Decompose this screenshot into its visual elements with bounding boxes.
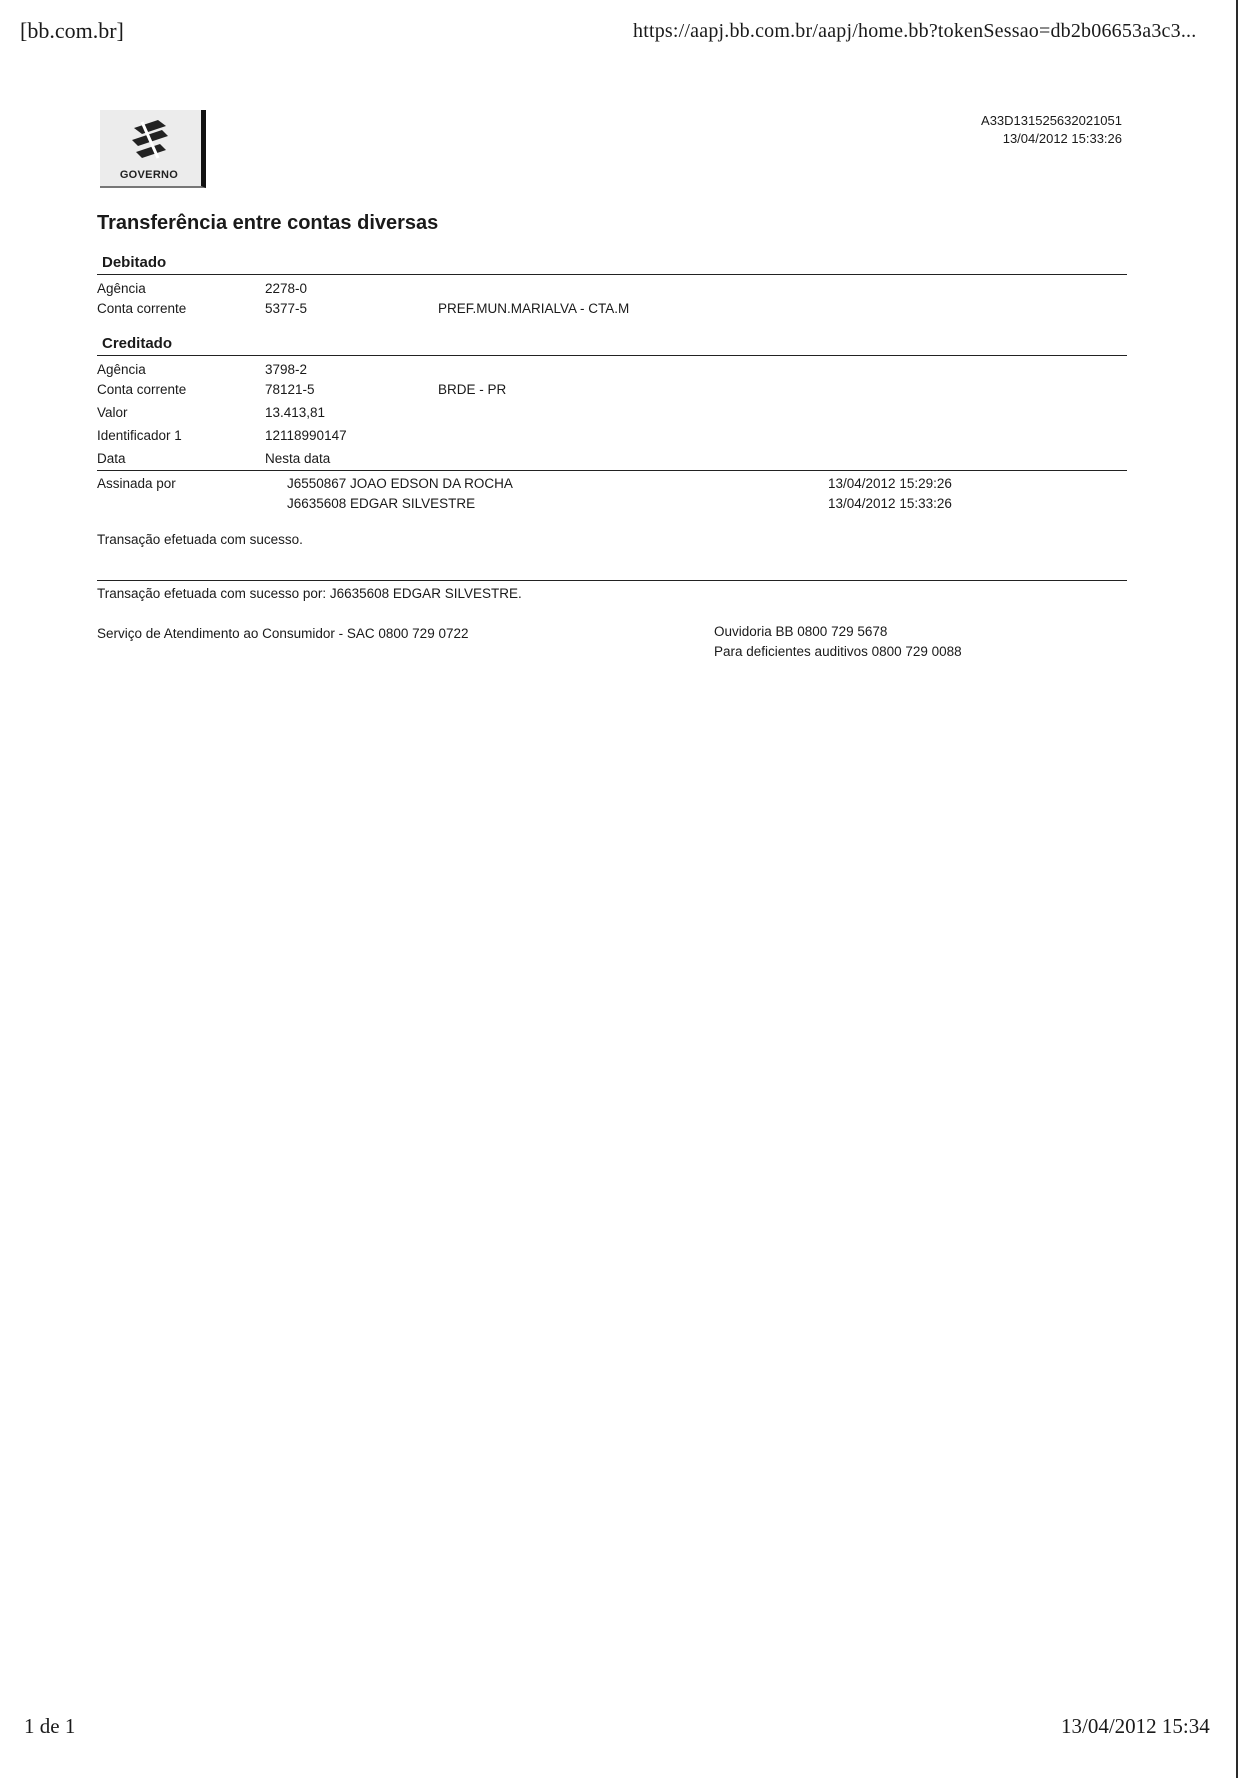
creditado-agencia-row xyxy=(97,362,1127,382)
debitado-agencia-row xyxy=(97,281,1127,301)
signature-row xyxy=(97,476,1127,496)
status-by-message: Transação efetuada com sucesso por: J6635608 EDGAR SILVESTRE. xyxy=(97,586,522,601)
signature-row xyxy=(97,496,1127,516)
divider xyxy=(97,580,1127,581)
creditado-valor-row xyxy=(97,405,1127,425)
field-value: 5377-5 xyxy=(265,301,308,316)
account-holder: PREF.MUN.MARIALVA - CTA.M xyxy=(438,301,630,316)
ouvidoria-line: Ouvidoria BB 0800 729 5678 xyxy=(714,624,888,639)
creditado-identificador-row xyxy=(97,428,1127,448)
creditado-data-row xyxy=(97,451,1127,471)
creditado-conta-row xyxy=(97,382,1127,402)
page-title: Transferência entre contas diversas xyxy=(97,212,439,234)
field-value: 3798-2 xyxy=(265,362,308,377)
creditado-heading: Creditado xyxy=(102,335,173,352)
account-holder: BRDE - PR xyxy=(438,382,507,397)
field-label: Conta corrente xyxy=(97,382,187,397)
page-count: 1 de 1 xyxy=(24,1714,76,1738)
field-label: Identificador 1 xyxy=(97,428,182,443)
divider xyxy=(97,274,1127,275)
divider xyxy=(97,470,1127,471)
field-label: Data xyxy=(97,451,126,466)
field-value: 12118990147 xyxy=(265,428,347,443)
field-value: 78121-5 xyxy=(265,382,315,397)
field-label: Valor xyxy=(97,405,128,420)
ouvidoria-contact xyxy=(714,622,962,662)
logo-label: GOVERNO xyxy=(119,169,179,181)
field-label: Conta corrente xyxy=(97,301,187,316)
divider xyxy=(97,355,1127,356)
transaction-id: A33D131525632021051 xyxy=(981,113,1122,128)
field-label: Assinada por xyxy=(97,476,176,491)
print-datetime: 13/04/2012 15:34 xyxy=(1061,1714,1210,1738)
sac-contact: Serviço de Atendimento ao Consumidor - SAC 0800 729 0722 xyxy=(97,626,469,641)
status-message: Transação efetuada com sucesso. xyxy=(97,532,303,547)
debitado-heading: Debitado xyxy=(102,254,167,271)
field-value: 13.413,81 xyxy=(265,405,326,420)
field-label: Agência xyxy=(97,362,146,377)
debitado-conta-row xyxy=(97,301,1127,321)
transaction-datetime: 13/04/2012 15:33:26 xyxy=(1002,131,1122,146)
document-code xyxy=(981,112,1122,148)
bb-logo-icon xyxy=(128,118,174,160)
field-label: Agência xyxy=(97,281,146,296)
deficientes-line: Para deficientes auditivos 0800 729 0088 xyxy=(714,644,962,659)
bank-logo xyxy=(100,110,206,188)
site-label: [bb.com.br] xyxy=(20,18,124,43)
field-value: Nesta data xyxy=(265,451,331,466)
signature-datetime: 13/04/2012 15:33:26 xyxy=(828,496,952,511)
signer-name: J6635608 EDGAR SILVESTRE xyxy=(287,496,476,511)
page-url: https://aapj.bb.com.br/aapj/home.bb?tokenSessao=db2b06653a3c3... xyxy=(633,20,1197,42)
signature-datetime: 13/04/2012 15:29:26 xyxy=(828,476,952,491)
signer-name: J6550867 JOAO EDSON DA ROCHA xyxy=(287,476,513,491)
field-value: 2278-0 xyxy=(265,281,308,296)
